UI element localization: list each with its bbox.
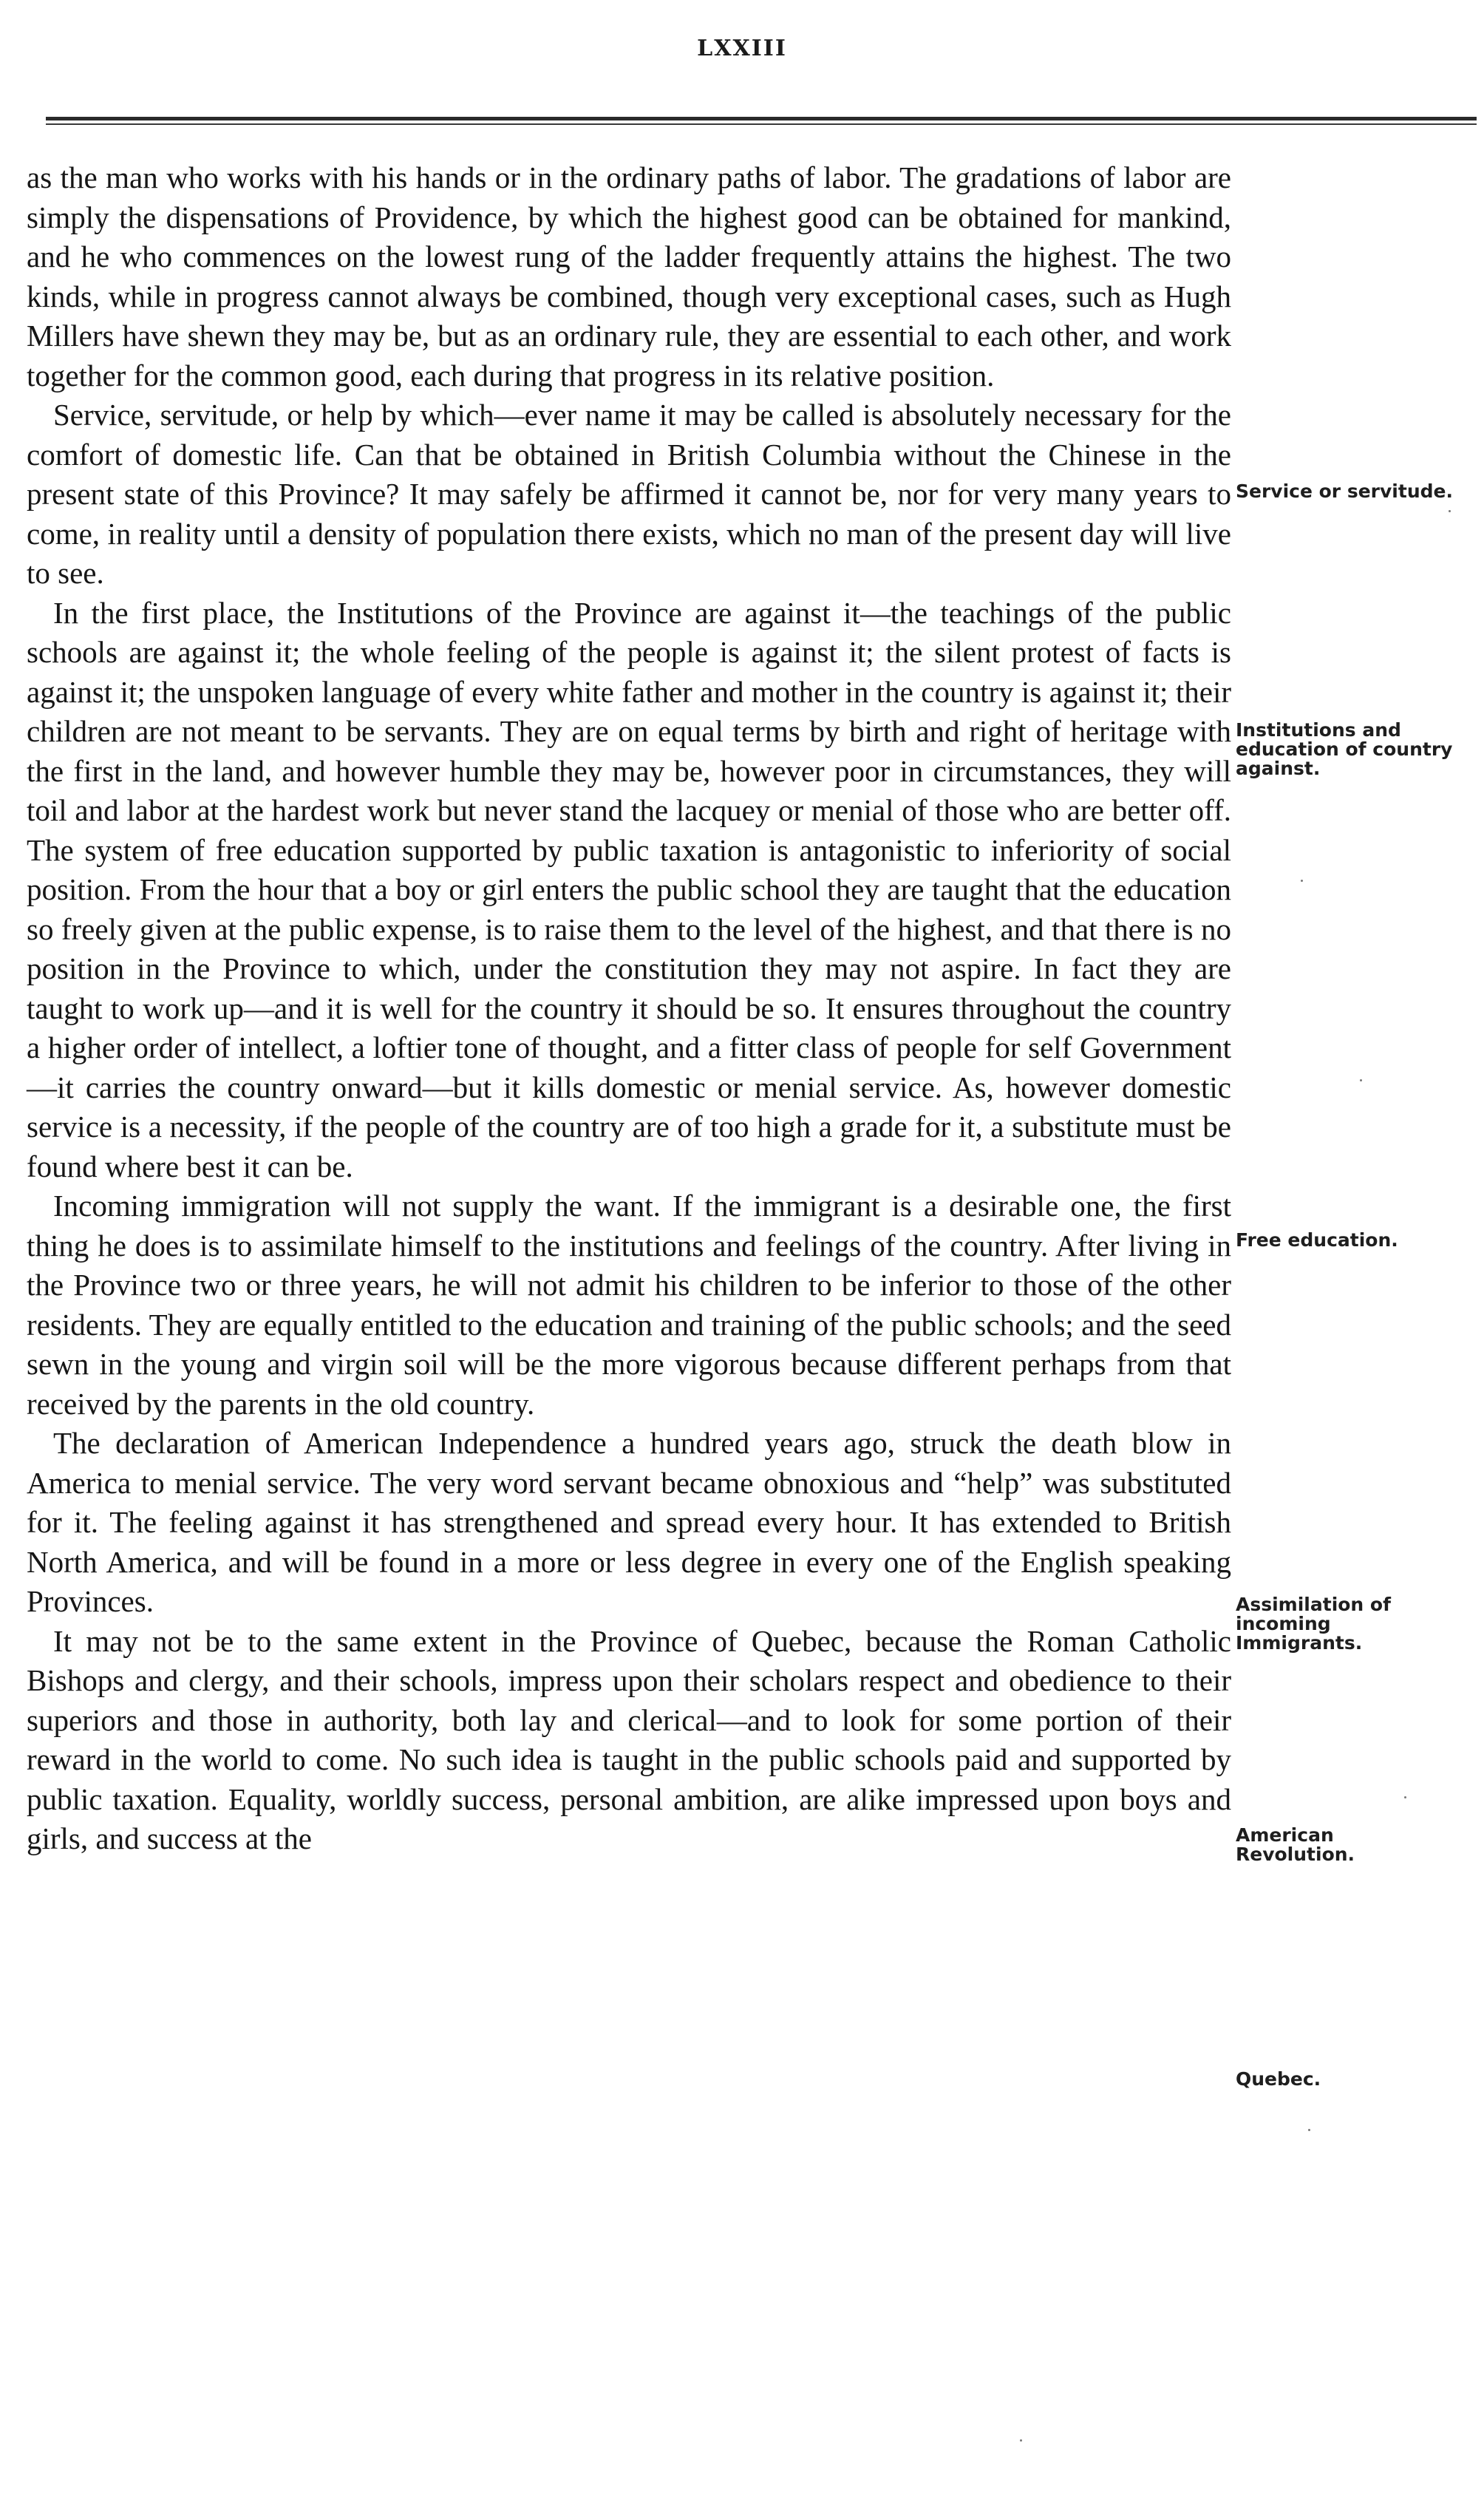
paragraph-quebec: It may not be to the same extent in the Province of Quebec, because the Roman Catholic Bishops and clergy, and their schools, impress upon their scholars respect and obedience to their superiors and those in authority, both lay and clerical—and to look for some portion of their reward in the world to come. No such idea is taught in the public schools paid and supported by public taxation. Equality, worldly success, personal ambition, are alike impressed upon boys and girls, and success at the xyxy=(27,1623,1231,1855)
margin-note-quebec: Quebec. xyxy=(1236,2068,1321,2090)
scan-speck xyxy=(1308,2129,1310,2131)
margin-note-assimilation: Assimilation of incoming Immigrants. xyxy=(1236,1594,1391,1654)
margin-note-free-education: Free education. xyxy=(1236,1229,1398,1251)
paragraph-immigration: Incoming immigration will not supply the want. If the immigrant is a desirable one, the first thing he does is to assimilate himself to the institutions and feelings of the country. After living in the Province two or three years, he will not admit his children to be inferior to those of the other residents. They are equally entitled to the education and training of the public schools; and the seed sewn in the young and virgin soil will be the more vigorous because different perhaps from that received by the parents in the old country. xyxy=(27,1189,1231,1421)
scan-speck xyxy=(1449,510,1451,512)
paragraph-institutions: In the first place, the Institutions of the Province are against it—the teachings of the public schools are against it; the whole feeling of the people is against it; the silent protest of facts is against it; the unspoken language of every white father and mother in the country is against it; their children are not meant to be servants. They are on equal terms by birth and right of heritage with the first in the land, and however humble they may be, however poor in circumstances, they will toil and labor at the hardest work but never stand the lacquey or menial of those who are better off. The system of free education supported by public taxation is antagonistic to inferiority of social position. From the hour that a boy or girl enters the public school they are taught that the education so freely given at the public expense, is to raise them to the level of the highest, and that there is no position in the Province to which, under the constitution they may not aspire. In fact they are taught to work up—and it is well for the country it should be so. It ensures throughout the country a higher order of intellect, a loftier tone of thought, and a fitter class of people for self Government—it carries the country onward—but it kills domestic or menial service. As, however domestic service is a necessity, if the people of the country are of too high a grade for it, a substitute must be found where best it can be. xyxy=(27,595,1231,1183)
paragraph-service: Service, servitude, or help by which—ever name it may be called is absolutely necessary for the comfort of domestic life. Can that be obtained in British Columbia without the Chinese in the present state of this Province? It may safely be affirmed it cannot be, nor for very many years to come, in reality until a density of population there exists, which no man of the present day will live to see. xyxy=(27,398,1231,590)
paragraph-american-independence: The declaration of American Independence a hundred years ago, struck the death blow in America to menial service. The very word servant became obnoxious and “help” was substituted for it. The feeling against it has strengthened and spread every hour. It has extended to British North America, and will be found in a more or less degree in every one of the English speaking Provinces. xyxy=(27,1426,1231,1618)
scan-speck xyxy=(1020,2439,1022,2442)
margin-note-american-revolution: American Revolution. xyxy=(1236,1824,1355,1865)
header-rule-thin xyxy=(46,123,1477,125)
scan-speck xyxy=(1360,1079,1362,1081)
margin-note-institutions: Institutions and education of country against. xyxy=(1236,719,1453,779)
header-rule-thick xyxy=(46,117,1477,120)
scan-speck xyxy=(1404,1796,1406,1798)
page-number: LXXIII xyxy=(697,35,787,61)
scan-speck xyxy=(1301,880,1303,882)
paragraph-labor: as the man who works with his hands or in the ordinary paths of labor. The gradations of labor are simply the dispensations of Providence, by which the highest good can be obtained for mankind, and he who commences on the lowest rung of the ladder frequently attains the highest. The two kinds, while in progress cannot always be combined, though very exceptional cases, such as Hugh Millers have shewn they may be, but as an ordinary rule, they are essential to each other, and work together for the common good, each during that progress in its relative position. xyxy=(27,160,1231,393)
main-text-column xyxy=(27,158,1231,1859)
margin-note-service: Service or servitude. xyxy=(1236,480,1453,502)
